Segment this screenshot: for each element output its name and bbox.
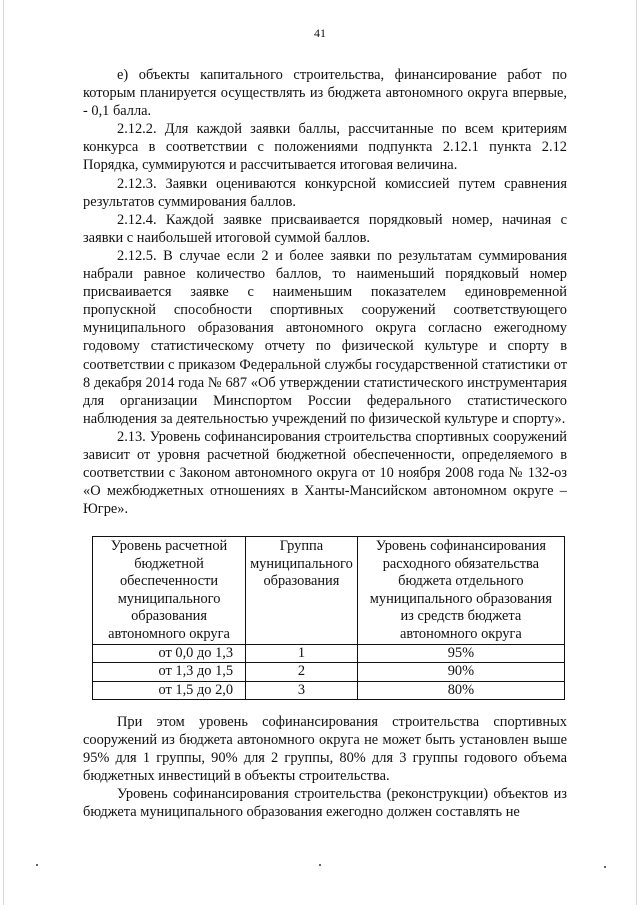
cell-level: 90% bbox=[357, 663, 564, 682]
page-edge-right bbox=[636, 0, 637, 905]
paragraph-municipal-level: Уровень софинансирования строительства (реконструкции) объектов из бюджета муниципального образования ежегодно должен составлять не bbox=[83, 786, 567, 821]
cell-range: от 0,0 до 1,3 bbox=[93, 644, 246, 663]
cell-range: от 1,5 до 2,0 bbox=[93, 681, 246, 700]
paragraph-2-12-3: 2.12.3. Заявки оцениваются конкурсной комиссией путем сравнения результатов суммирования баллов. bbox=[83, 175, 567, 210]
header-municipal-group: Группа муниципального образования bbox=[246, 537, 358, 645]
header-cofinancing-level: Уровень софинансирования расходного обязательства бюджета отдельного муниципального образования из средств бюджета автономного округа bbox=[357, 537, 564, 645]
cell-group: 1 bbox=[246, 644, 358, 663]
page-number: 41 bbox=[314, 26, 326, 40]
cell-group: 3 bbox=[246, 681, 358, 700]
scan-speck bbox=[604, 866, 606, 868]
cell-level: 80% bbox=[357, 681, 564, 700]
table-row bbox=[93, 644, 565, 663]
header-budget-provision: Уровень расчетной бюджетной обеспеченности муниципального образования автономного округа bbox=[93, 537, 246, 645]
table-header-row bbox=[93, 537, 565, 645]
cell-range: от 1,3 до 1,5 bbox=[93, 663, 246, 682]
table-row bbox=[93, 681, 565, 700]
scan-speck bbox=[319, 864, 321, 866]
cofinancing-table bbox=[92, 536, 565, 700]
paragraph-2-12-2: 2.12.2. Для каждой заявки баллы, рассчитанные по всем критериям конкурса в соответствии с положениями подпункта 2.12.1 пункта 2.12 Порядка, суммируются и рассчитывается итоговая величина. bbox=[83, 121, 567, 174]
scan-speck bbox=[36, 864, 38, 866]
paragraph-2-12-5: 2.12.5. В случае если 2 и более заявки по результатам суммирования набрали равное количество баллов, то наименьший порядковый номер присваивается заявке с наименьшим показателем единовременной пропускной способности спортивных сооружений соответствующего муниципального образования автономного округа согласно ежегодному годовому статистическому отчету по физической культуре и спорту в соответствии с приказом Федеральной службы государственной статистики от 8 декабря 2014 года № 687 «Об утверждении статистического инструментария для организации Минспортом России федерального статистического наблюдения за деятельностью учреждений по физической культуре и спорту». bbox=[83, 247, 567, 427]
cell-level: 95% bbox=[357, 644, 564, 663]
cell-group: 2 bbox=[246, 663, 358, 682]
body-text-bottom bbox=[83, 713, 567, 822]
paragraph-max-level: При этом уровень софинансирования строительства спортивных сооружений из бюджета автономного округа не может быть установлен выше 95% для 1 группы, 90% для 2 группы, 80% для 3 группы годового объема бюджетных инвестиций в объекты строительства. bbox=[83, 714, 567, 785]
body-text-top bbox=[83, 66, 567, 518]
paragraph-e: е) объекты капитального строительства, финансирование работ по которым планируется осуществлять из бюджета автономного округа впервые, - 0,1 балла. bbox=[83, 67, 567, 120]
paragraph-2-13: 2.13. Уровень софинансирования строительства спортивных сооружений зависит от уровня расчетной бюджетной обеспеченности, определяемого в соответствии с Законом автономного округа от 10 ноября 2008 года № 132-оз «О межбюджетных отношениях в Ханты-Мансийском автономном округе – Югре». bbox=[83, 428, 567, 518]
cofinancing-table-wrapper bbox=[92, 536, 565, 700]
paragraph-2-12-4: 2.12.4. Каждой заявке присваивается порядковый номер, начиная с заявки с наибольшей итоговой суммой баллов. bbox=[83, 211, 567, 246]
table-row bbox=[93, 663, 565, 682]
page-edge-left bbox=[3, 0, 4, 905]
